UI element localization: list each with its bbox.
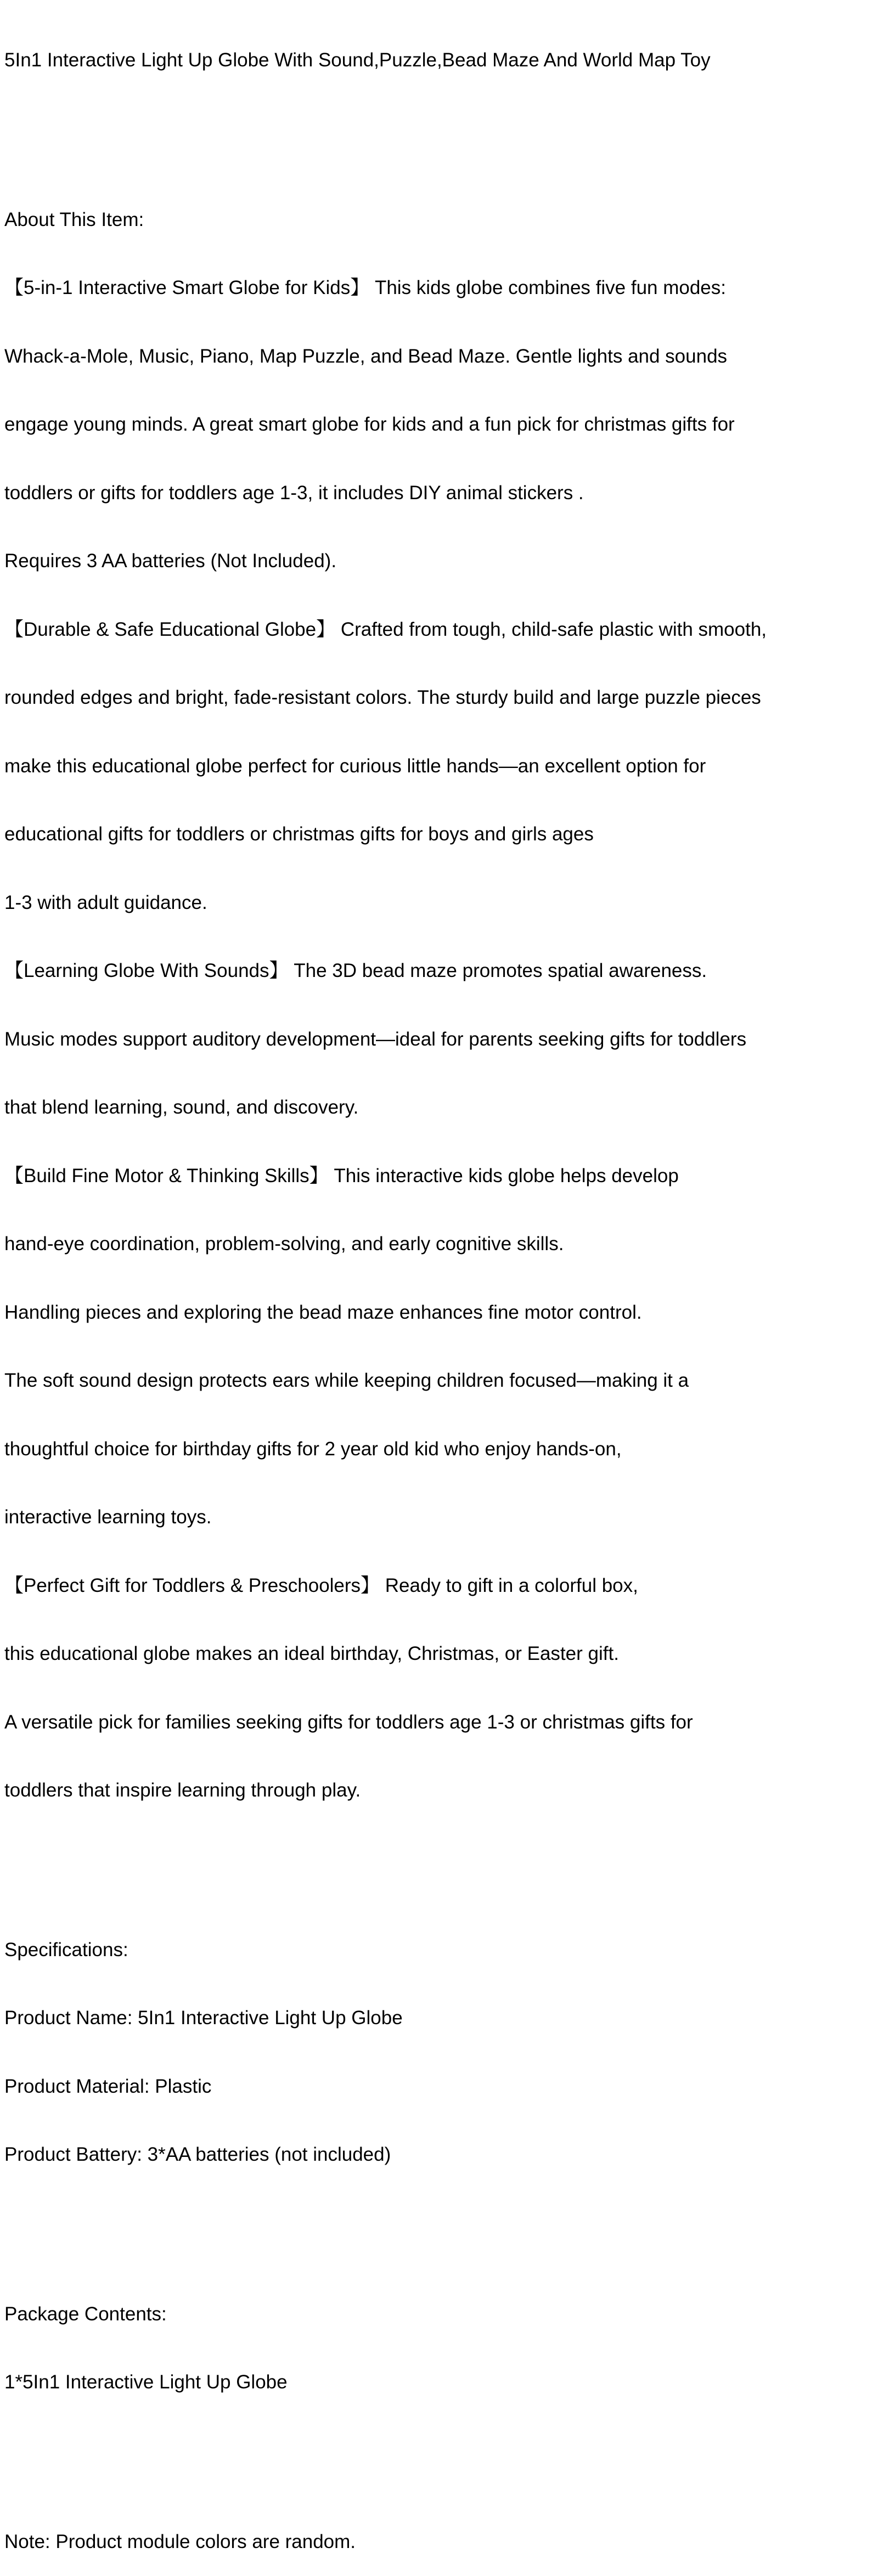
about-line: 【5-in-1 Interactive Smart Globe for Kids】 This kids globe combines five fun modes: <box>4 277 726 298</box>
about-line: Music modes support auditory development—ideal for parents seeking gifts for toddlers <box>4 1028 747 1050</box>
about-line: The soft sound design protects ears while keeping children focused—making it a <box>4 1370 689 1391</box>
specification-line: Product Name: 5In1 Interactive Light Up Globe <box>4 2007 403 2029</box>
specification-line: Product Battery: 3*AA batteries (not included) <box>4 2144 391 2165</box>
note-text: Note: Product module colors are random. <box>4 2530 356 2552</box>
spacer <box>4 117 877 140</box>
product-title: 5In1 Interactive Light Up Globe With Sound,Puzzle,Bead Maze And World Map Toy <box>4 49 711 71</box>
about-line: make this educational globe perfect for curious little hands—an excellent option for <box>4 755 706 777</box>
about-line: educational gifts for toddlers or christmas gifts for boys and girls ages <box>4 823 594 845</box>
about-line: hand-eye coordination, problem-solving, and early cognitive skills. <box>4 1233 564 1255</box>
about-line: A versatile pick for families seeking gifts for toddlers age 1-3 or christmas gifts for <box>4 1711 693 1733</box>
about-line: 【Durable & Safe Educational Globe】 Crafted from tough, child-safe plastic with smooth, <box>4 618 767 640</box>
about-line: 【Learning Globe With Sounds】 The 3D bead maze promotes spatial awareness. <box>4 960 707 981</box>
about-line: interactive learning toys. <box>4 1506 212 1528</box>
specifications-heading: Specifications: <box>4 1939 128 1961</box>
about-line: Whack-a-Mole, Music, Piano, Map Puzzle, and Bead Maze. Gentle lights and sounds <box>4 345 728 367</box>
spacer <box>4 2212 877 2235</box>
about-line: 1-3 with adult guidance. <box>4 891 207 913</box>
specification-line: Product Material: Plastic <box>4 2075 212 2097</box>
spacer <box>4 2439 877 2462</box>
about-line: 【Build Fine Motor & Thinking Skills】 This interactive kids globe helps develop <box>4 1165 679 1187</box>
about-line: toddlers or gifts for toddlers age 1-3, it includes DIY animal stickers . <box>4 482 584 504</box>
about-line: Handling pieces and exploring the bead maze enhances fine motor control. <box>4 1301 642 1323</box>
about-heading: About This Item: <box>4 208 144 230</box>
about-line: 【Perfect Gift for Toddlers & Preschoolers】 Ready to gift in a colorful box, <box>4 1574 638 1596</box>
about-line: engage young minds. A great smart globe for kids and a fun pick for christmas gifts for <box>4 414 735 435</box>
about-line: toddlers that inspire learning through play. <box>4 1780 361 1801</box>
about-line: this educational globe makes an ideal birthday, Christmas, or Easter gift. <box>4 1643 619 1664</box>
about-line: that blend learning, sound, and discovery. <box>4 1097 359 1118</box>
package-contents-heading: Package Contents: <box>4 2303 167 2325</box>
about-line: thoughtful choice for birthday gifts for 2 year old kid who enjoy hands-on, <box>4 1438 622 1460</box>
about-line: Requires 3 AA batteries (Not Included). <box>4 550 337 572</box>
product-description-document <box>4 3 877 2576</box>
about-line: rounded edges and bright, fade-resistant colors. The sturdy build and large puzzle pieces <box>4 687 761 708</box>
spacer <box>4 1848 877 1871</box>
package-contents-line: 1*5In1 Interactive Light Up Globe <box>4 2371 288 2393</box>
